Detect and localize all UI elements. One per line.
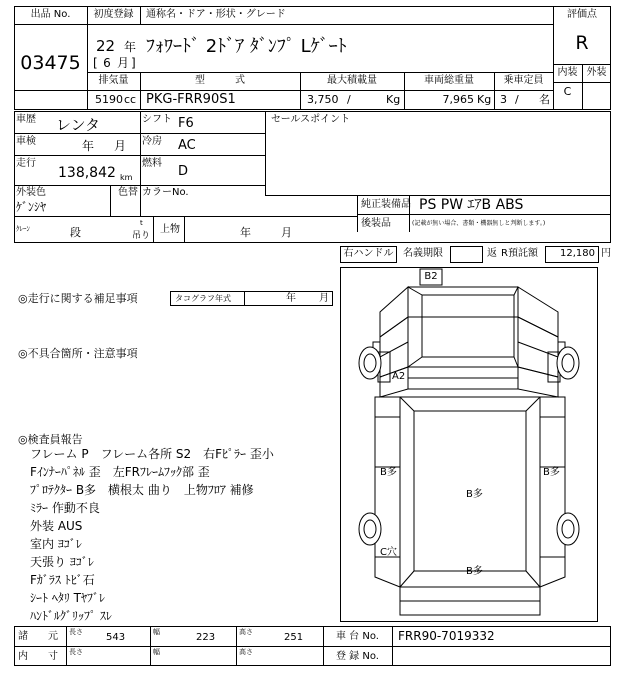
sales-point-label: セールスポイント: [271, 114, 351, 125]
mileage-label: 走行: [16, 158, 36, 169]
inner-height-label: 高さ: [239, 648, 253, 656]
name-change-box: [450, 246, 483, 263]
damage-mark-b-left: B多: [380, 467, 397, 478]
gross-weight-unit: Kg: [477, 93, 492, 106]
first-reg-month: 6: [103, 56, 111, 70]
first-reg-label: 初度登録: [93, 9, 134, 20]
recycle-deposit-label: R預託額: [501, 248, 538, 259]
model-label: 型 式: [195, 75, 245, 86]
aircon: AC: [178, 138, 196, 153]
damage-mark-b-center: B多: [466, 489, 483, 500]
shift: F6: [178, 116, 194, 131]
specs-label: 諸 元: [18, 631, 58, 642]
recycle-label: 返: [487, 248, 497, 259]
divider: [153, 216, 154, 243]
model-code: PKG-FRR90S1: [146, 92, 236, 107]
capacity: 3: [500, 93, 507, 106]
chassis-no: FRR90-7019332: [398, 629, 495, 643]
recycle-deposit: 12,180: [560, 248, 595, 259]
width-label: 幅: [153, 628, 160, 636]
body-label: 上物: [160, 224, 180, 235]
max-load: 3,750: [307, 93, 339, 106]
divider: [150, 626, 151, 666]
equipment: PS PW ｴｱB ABS: [419, 197, 524, 213]
fuel-label: 燃料: [142, 158, 162, 169]
height-label: 高さ: [239, 628, 253, 636]
divider: [14, 646, 611, 647]
displacement: 5190: [95, 93, 123, 106]
cab-right-top: [518, 287, 558, 337]
exterior-color-label: 外装色: [16, 187, 46, 198]
width: 223: [196, 632, 216, 643]
inner-width-label: 幅: [153, 648, 160, 656]
divider: [14, 24, 87, 25]
divider: [236, 626, 237, 666]
divider: [66, 626, 67, 666]
report-line: 天張り ﾖｺﾞﾚ: [30, 555, 94, 569]
crane-stage-unit: 段: [70, 226, 81, 239]
bed-right-side: [540, 397, 565, 587]
report-line: ﾌﾟﾛﾃｸﾀｰ B多 横根太 曲り 上物ﾌﾛｱ 補修: [30, 483, 254, 497]
fuel: D: [178, 164, 189, 179]
steering: 右ハンドル: [343, 248, 394, 259]
crane-label: ｸﾚｰﾝ: [16, 225, 30, 233]
divider: [323, 626, 324, 666]
lot-no-label: 出品 No.: [30, 9, 71, 20]
damage-mark-b-rear: B多: [466, 566, 483, 577]
overall-grade: R: [575, 32, 589, 54]
divider: [14, 216, 357, 217]
body-month-unit: 月: [281, 226, 292, 239]
crane-t-unit: t: [140, 219, 143, 227]
max-load-label: 最大積載量: [327, 75, 377, 86]
divider: [184, 216, 185, 243]
report-line: 室内 ﾖｺﾞﾚ: [30, 537, 82, 551]
divider: [14, 90, 553, 91]
reg-no-label: 登 録 No.: [336, 651, 379, 662]
divider: [87, 6, 88, 110]
crane-lift-unit: 吊り: [132, 231, 151, 241]
inner-dims-label: 内 寸: [18, 651, 58, 662]
displacement-label: 排気量: [98, 75, 129, 86]
gross-weight-label: 車両総重量: [424, 75, 474, 86]
report-line: Fｲﾝﾅｰﾊﾟﾈﾙ 歪 左FRﾌﾚｰﾑﾌｯｸ部 歪: [30, 465, 210, 479]
month-unit: 月: [117, 56, 130, 70]
report-line: ﾐﾗｰ 作動不良: [30, 501, 100, 515]
defect-notes-label: ◎不具合箇所・注意事項: [18, 347, 138, 360]
inspection-label: 車検: [16, 136, 36, 147]
divider: [14, 133, 265, 134]
divider: [244, 291, 245, 306]
divider: [87, 72, 553, 73]
history-label: 車歴: [16, 114, 36, 125]
divider: [357, 214, 611, 215]
length: 543: [106, 632, 126, 643]
tacho-label: タコグラフ年式: [175, 294, 231, 303]
interior-label: 内装: [557, 67, 578, 78]
slash: /: [515, 93, 519, 106]
car-name: ﾌｫﾜｰﾄﾞ 2ﾄﾞｱ ﾀﾞﾝﾌﾟ Lｹﾞｰﾄ: [146, 36, 347, 57]
damage-mark-c-hole: C穴: [380, 547, 397, 558]
body-year-unit: 年: [240, 226, 251, 239]
divider: [265, 195, 611, 196]
displacement-unit: cc: [124, 93, 137, 106]
divider: [14, 185, 265, 186]
cab-left-top: [380, 287, 408, 337]
lot-no: 03475: [20, 52, 81, 74]
first-reg-year: 22: [96, 37, 116, 55]
aftermarket-label: 後装品: [361, 218, 391, 229]
divider: [140, 111, 141, 216]
report-line: 外装 AUS: [30, 519, 83, 533]
inner-length-label: 長さ: [69, 648, 83, 656]
divider: [140, 6, 141, 24]
report-line: フレーム P フレーム各所 S2 右Fﾋﾟﾗｰ 歪小: [30, 447, 274, 461]
cab-windshield: [422, 295, 514, 357]
report-line: ｼｰﾄ ﾍﾀﾘ Tﾔﾌﾞﾚ: [30, 591, 105, 605]
capacity-unit: 名: [539, 93, 550, 106]
inspection-month-unit: 月: [114, 139, 127, 153]
bracket: ]: [131, 56, 136, 70]
exterior-color: ｹﾞﾝｼﾔ: [16, 200, 47, 214]
gross-weight: 7,965: [442, 93, 474, 106]
damage-mark-a2: A2: [392, 371, 406, 382]
divider: [87, 24, 553, 25]
divider: [265, 111, 266, 195]
grade-label: 評価点: [567, 9, 597, 20]
report-line: ﾊﾝﾄﾞﾙｸﾞﾘｯﾌﾟ ｽﾚ: [30, 609, 112, 623]
damage-mark-b2: B2: [424, 271, 438, 282]
length-label: 長さ: [69, 628, 83, 636]
damage-mark-b-right: B多: [543, 467, 560, 478]
mileage-unit: km: [120, 173, 133, 182]
history: レンタ: [56, 116, 101, 134]
tacho-year-unit: 年: [286, 293, 296, 304]
name-change-label: 名義期限: [403, 248, 443, 259]
inspector-report-label: ◎検査員報告: [18, 433, 83, 446]
max-load-unit: Kg: [386, 93, 401, 106]
color-change-label: 色替: [118, 187, 138, 198]
year-unit: 年: [124, 40, 137, 54]
driving-notes-label: ◎走行に関する補足事項: [18, 292, 138, 305]
exterior-label: 外装: [586, 67, 607, 78]
shift-label: シフト: [142, 114, 172, 125]
report-line: Fｶﾞﾗｽ ﾄﾋﾞ石: [30, 573, 95, 587]
aftermarket-note: (記載が無い場合、書類・機器無しと判断します。): [412, 220, 546, 227]
capacity-label: 乗車定員: [503, 75, 544, 86]
tacho-month-unit: 月: [319, 293, 329, 304]
divider: [14, 155, 265, 156]
recycle-unit: 円: [601, 248, 611, 259]
equipment-label: 純正装備品: [361, 199, 411, 210]
mileage: 138,842: [58, 165, 116, 181]
height: 251: [284, 632, 304, 643]
car-name-label: 通称名・ドア・形状・グレード: [146, 9, 286, 20]
divider: [110, 185, 111, 216]
inspection-year-unit: 年: [82, 139, 95, 153]
cab-roof: [408, 287, 518, 317]
aircon-label: 冷房: [142, 136, 162, 147]
divider: [392, 626, 393, 666]
color-no-label: カラーNo.: [142, 187, 189, 198]
bracket: [: [93, 56, 98, 70]
slash: /: [347, 93, 351, 106]
chassis-label: 車 台 No.: [336, 631, 379, 642]
interior-grade: C: [563, 85, 572, 98]
